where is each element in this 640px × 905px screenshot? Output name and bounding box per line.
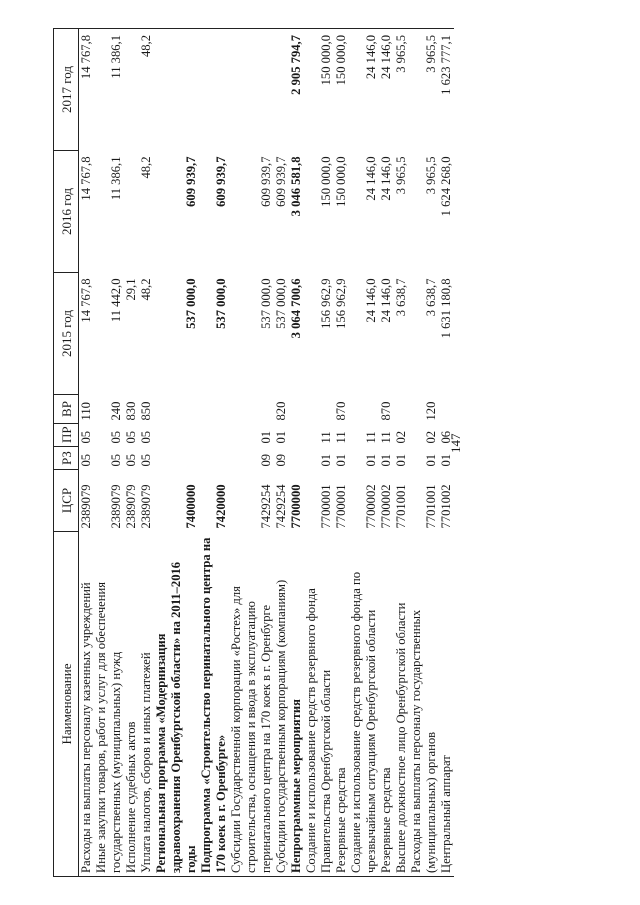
cell-pr xyxy=(289,424,304,447)
table-row xyxy=(154,29,199,877)
table-row xyxy=(379,29,394,877)
table-header-row xyxy=(54,29,79,877)
cell-pr: 02 xyxy=(424,430,438,444)
cell-2016: 150 000,0 xyxy=(334,156,348,207)
cell-2017: 150 000,0 xyxy=(334,29,349,151)
cell-csr: 2389079 xyxy=(79,484,93,529)
cell-name: Центральный аппарат xyxy=(439,532,454,877)
cell-name: Расходы на выплаты персоналу казенных учреждений xyxy=(79,532,95,877)
cell-2017 xyxy=(154,29,199,151)
cell-2017: 11 386,1 xyxy=(94,29,124,151)
header-2015: 2015 год xyxy=(54,273,79,395)
cell-name: Подпрограмма «Строительство перинатального центра на 170 коек в г. Оренбурге» xyxy=(199,532,229,877)
budget-table xyxy=(53,28,454,877)
cell-name: Резервные средства xyxy=(379,532,394,877)
table-row xyxy=(349,29,379,877)
cell-vr xyxy=(289,395,304,424)
cell-name: Субсидии Государственной корпорации «Ростех» для строительства, оснащения и ввода в эксплуатацию перинатального центра на 170 коек в г. Оренбурге xyxy=(229,532,274,877)
cell-2016: 48,2 xyxy=(139,156,153,179)
table-row xyxy=(139,29,154,877)
cell-2016: 609 939,7 xyxy=(214,156,228,207)
cell-rz: 05 xyxy=(139,453,153,467)
rotated-page xyxy=(53,30,573,877)
cell-2016: 609 939,7 xyxy=(274,156,288,207)
header-rz: РЗ xyxy=(54,447,79,470)
cell-pr xyxy=(154,424,199,447)
cell-rz: 09 xyxy=(274,453,288,467)
cell-rz xyxy=(154,447,199,470)
cell-rz: 09 xyxy=(259,453,273,467)
cell-name: Расходы на выплаты персоналу государственных (муниципальных) органов xyxy=(409,532,439,877)
cell-2015: 3 638,7 xyxy=(424,278,438,317)
cell-pr: 11 xyxy=(334,431,348,444)
page-number: 147 xyxy=(448,433,463,453)
cell-csr: 2389079 xyxy=(109,484,123,529)
cell-pr xyxy=(199,424,229,447)
cell-vr: 850 xyxy=(139,401,153,421)
cell-2015: 3 638,7 xyxy=(394,278,408,317)
cell-rz: 05 xyxy=(79,453,93,467)
table-row xyxy=(439,29,454,877)
cell-name: Создание и использование средств резервного фонда по чрезвычайным ситуациям Оренбургской области xyxy=(349,532,379,877)
cell-2016: 11 386,1 xyxy=(109,156,123,201)
cell-2016: 3 965,5 xyxy=(394,156,408,195)
cell-pr: 02 xyxy=(394,430,408,444)
cell-csr: 7700000 xyxy=(289,484,303,529)
cell-2015: 3 064 700,6 xyxy=(289,278,303,339)
cell-name: Резервные средства xyxy=(334,532,349,877)
cell-csr: 7700001 xyxy=(334,484,348,529)
cell-rz: 05 xyxy=(124,453,138,467)
cell-csr: 7700002 xyxy=(364,484,378,529)
cell-vr: 240 xyxy=(109,401,123,421)
cell-pr: 05 xyxy=(109,430,123,444)
header-2017: 2017 год xyxy=(54,29,79,151)
cell-rz: 01 xyxy=(394,453,408,467)
cell-2015: 156 962,9 xyxy=(334,278,348,329)
cell-2016: 1 624 268,0 xyxy=(439,156,453,217)
cell-2017: 24 146,0 xyxy=(379,29,394,151)
header-2016: 2016 год xyxy=(54,151,79,273)
cell-csr: 7429254 xyxy=(259,484,273,529)
table-row xyxy=(274,29,289,877)
cell-vr: 870 xyxy=(334,401,348,421)
cell-name: Иные закупки товаров, работ и услуг для обеспечения государственных (муниципальных) нужд xyxy=(94,532,124,877)
cell-rz: 01 xyxy=(379,453,393,467)
cell-2015: 156 962,9 xyxy=(319,278,333,329)
table-row xyxy=(79,29,95,877)
table-row xyxy=(409,29,439,877)
cell-2016: 609 939,7 xyxy=(259,156,273,207)
cell-pr: 01 xyxy=(274,430,288,444)
table-row xyxy=(304,29,334,877)
table-row xyxy=(199,29,229,877)
table-row xyxy=(289,29,304,877)
cell-csr: 7701002 xyxy=(439,484,453,529)
cell-name: Региональная программа «Модернизация здравоохранения Оренбургской области» на 2011–2016 годы xyxy=(154,532,199,877)
cell-2016: 3 965,5 xyxy=(424,156,438,195)
cell-name: Субсидии государственным корпорациям (компаниям) xyxy=(274,532,289,877)
cell-2015: 14 767,8 xyxy=(79,278,93,323)
cell-2017: 14 767,8 xyxy=(79,29,95,151)
cell-rz: 05 xyxy=(109,453,123,467)
cell-csr: 7701001 xyxy=(394,484,408,529)
cell-rz: 01 xyxy=(424,453,438,467)
cell-rz: 01 xyxy=(319,453,333,467)
cell-2016: 150 000,0 xyxy=(319,156,333,207)
cell-pr: 05 xyxy=(139,430,153,444)
cell-rz xyxy=(289,447,304,470)
cell-rz xyxy=(199,447,229,470)
cell-vr xyxy=(199,395,229,424)
cell-2015: 537 000,0 xyxy=(274,278,288,329)
cell-2016: 24 146,0 xyxy=(379,156,393,201)
cell-pr: 01 xyxy=(259,430,273,444)
cell-rz: 01 xyxy=(439,453,453,467)
cell-name: Высшее должностное лицо Оренбургской области xyxy=(394,532,409,877)
cell-2017: 48,2 xyxy=(139,29,154,151)
cell-2017 xyxy=(229,29,274,151)
cell-csr: 7700002 xyxy=(379,484,393,529)
cell-2017: 1 623 777,1 xyxy=(439,29,454,151)
cell-csr: 7420000 xyxy=(214,484,228,529)
cell-2017: 3 965,5 xyxy=(409,29,439,151)
header-vr: ВР xyxy=(54,395,79,424)
cell-2015: 24 146,0 xyxy=(379,278,393,323)
cell-2015: 11 442,0 xyxy=(109,278,123,323)
cell-vr xyxy=(394,395,409,424)
cell-vr xyxy=(229,395,274,424)
cell-pr: 11 xyxy=(364,431,378,444)
cell-csr: 7700001 xyxy=(319,484,333,529)
cell-vr: 830 xyxy=(124,401,138,421)
cell-vr xyxy=(154,395,199,424)
cell-2017 xyxy=(199,29,229,151)
header-csr: ЦСР xyxy=(54,470,79,532)
cell-name: Уплата налогов, сборов и иных платежей xyxy=(139,532,154,877)
cell-2016: 3 046 581,8 xyxy=(289,156,303,217)
cell-csr: 2389079 xyxy=(124,484,138,529)
cell-2015: 1 631 180,8 xyxy=(439,278,453,339)
table-row xyxy=(229,29,274,877)
cell-csr: 2389079 xyxy=(139,484,153,529)
cell-csr: 7701001 xyxy=(424,484,438,529)
cell-2017: 24 146,0 xyxy=(349,29,379,151)
cell-name: Непрограммные мероприятия xyxy=(289,532,304,877)
cell-name: Создание и использование средств резервного фонда Правительства Оренбургской области xyxy=(304,532,334,877)
cell-csr: 7400000 xyxy=(184,484,198,529)
cell-2017: 150 000,0 xyxy=(304,29,334,151)
cell-rz: 01 xyxy=(334,453,348,467)
cell-vr: 820 xyxy=(274,401,288,421)
cell-2015: 537 000,0 xyxy=(259,278,273,329)
header-name: Наименование xyxy=(54,532,79,877)
cell-pr: 05 xyxy=(124,430,138,444)
cell-vr: 870 xyxy=(379,401,393,421)
cell-2017 xyxy=(124,29,139,151)
cell-2016: 14 767,8 xyxy=(79,156,93,201)
cell-vr: 110 xyxy=(79,402,93,421)
cell-pr: 11 xyxy=(319,431,333,444)
cell-pr: 11 xyxy=(379,431,393,444)
cell-rz: 01 xyxy=(364,453,378,467)
cell-name: Исполнение судебных актов xyxy=(124,532,139,877)
cell-2015: 537 000,0 xyxy=(214,278,228,329)
cell-2015: 24 146,0 xyxy=(364,278,378,323)
cell-2017: 2 905 794,7 xyxy=(289,29,304,151)
cell-2017: 3 965,5 xyxy=(394,29,409,151)
table-row xyxy=(94,29,124,877)
cell-pr: 05 xyxy=(79,430,93,444)
cell-2015: 48,2 xyxy=(139,278,153,301)
cell-vr xyxy=(439,395,454,424)
table-row xyxy=(124,29,139,877)
cell-csr: 7429254 xyxy=(274,484,288,529)
table-body xyxy=(79,29,455,877)
cell-2017 xyxy=(274,29,289,151)
cell-2016 xyxy=(124,151,139,273)
cell-2015: 537 000,0 xyxy=(184,278,198,329)
cell-2016: 24 146,0 xyxy=(364,156,378,201)
cell-2015: 29,1 xyxy=(124,278,138,301)
header-pr: ПР xyxy=(54,424,79,447)
cell-vr xyxy=(304,395,334,424)
cell-2016: 609 939,7 xyxy=(184,156,198,207)
cell-vr: 120 xyxy=(424,401,438,421)
table-row xyxy=(334,29,349,877)
cell-pr: 06 xyxy=(439,430,453,444)
cell-vr xyxy=(349,395,379,424)
table-row xyxy=(394,29,409,877)
